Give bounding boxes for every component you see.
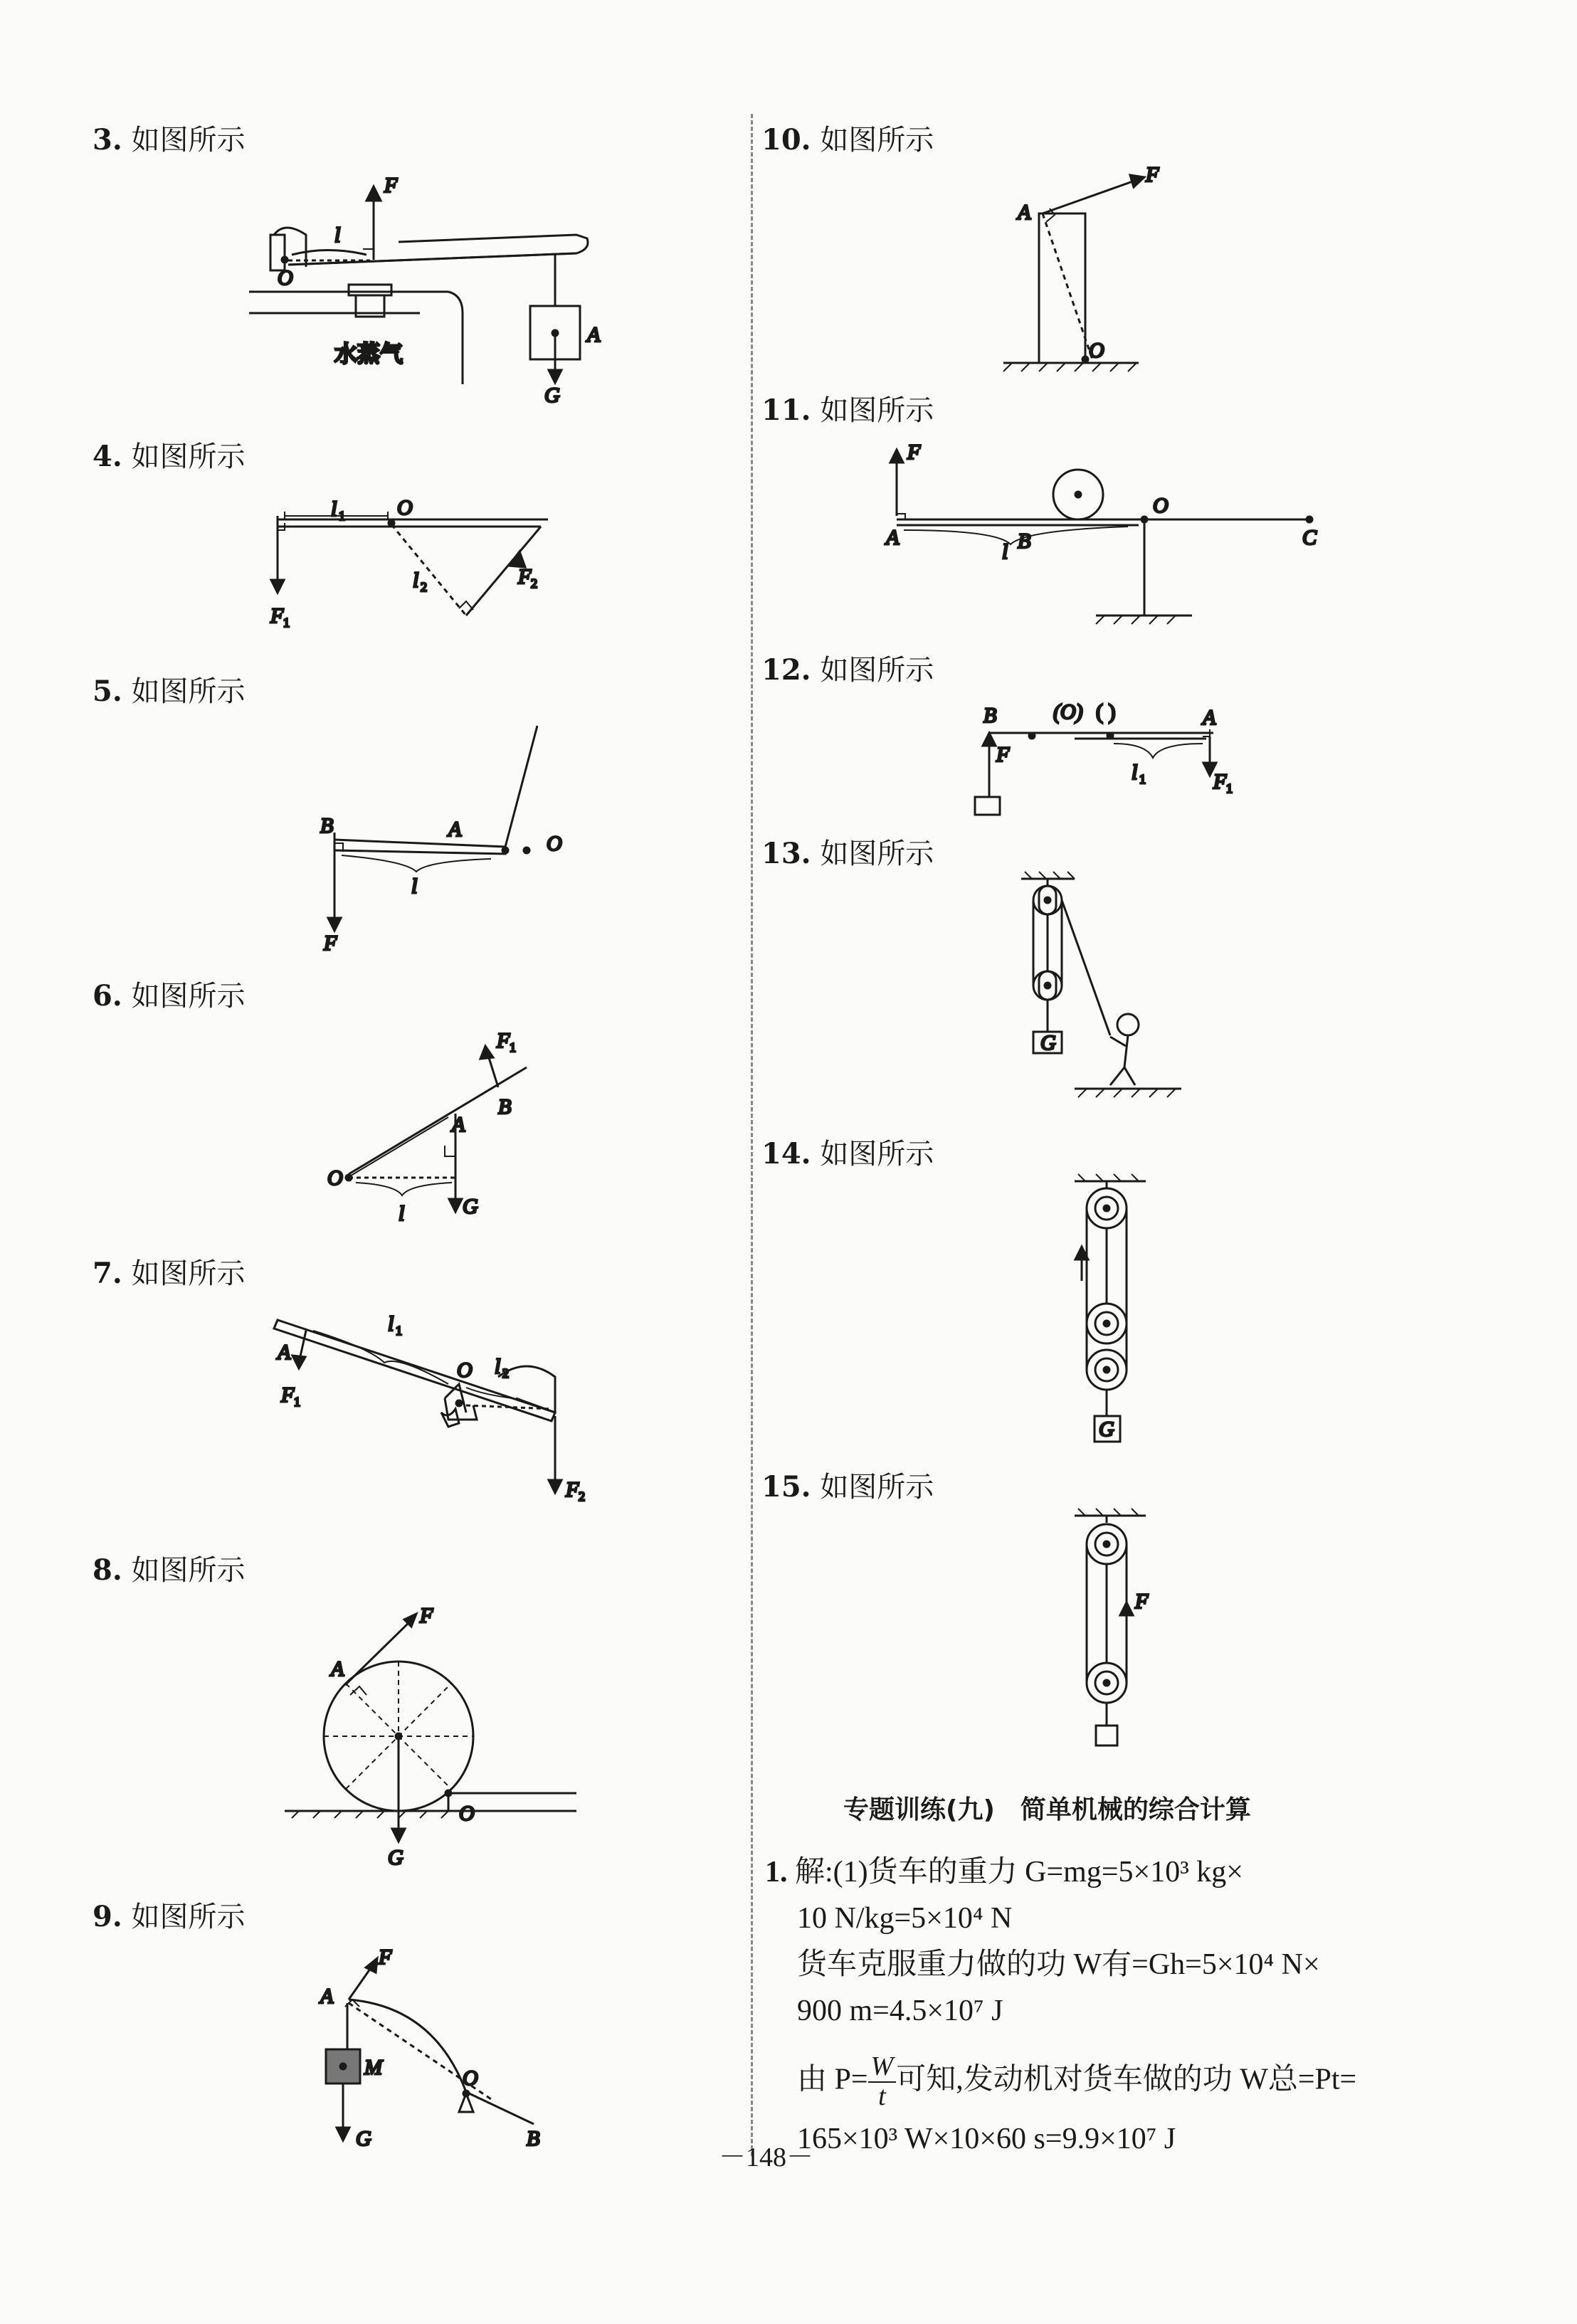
fig6-label-F1: F [497,1029,510,1052]
figure-10-lever [989,164,1181,377]
fig12-label-paren: ( ) [1096,700,1116,724]
fig11-label-B: B [1018,529,1031,553]
fig5-label-F: F [324,931,337,955]
fig3-label-O: O [278,266,293,290]
figure-7-lever [270,1306,619,1505]
fig9-label-O: O [463,2066,478,2090]
fig11-label-l: l [1002,540,1008,564]
item-13-label: 13. 如图所示 [761,837,934,870]
fig7-label-F1: F [281,1383,295,1407]
fig8-label-A: A [331,1657,344,1681]
item-5-label: 5. 如图所示 [93,675,246,708]
fig4-label-F1: F [270,604,284,628]
fig3-label-steam: 水蒸气 [334,340,404,367]
page-number: －148－ [719,2143,814,2172]
fig9-label-M: M [364,2056,382,2079]
solution-line-2: 10 N/kg=5×10⁴ N [797,1902,1013,1935]
fig9-label-F: F [379,1945,392,1969]
fig11-label-O: O [1153,494,1169,517]
fig13-label-G: G [1040,1031,1056,1055]
fig5-label-B: B [320,814,334,838]
section-title: 专题训练(九) 简单机械的综合计算 [843,1795,1251,1824]
item-3-label: 3. 如图所示 [93,123,246,157]
figure-6-lever [327,1029,541,1231]
item-4-label: 4. 如图所示 [93,440,246,473]
solution-line-4: 900 m=4.5×10⁷ J [797,1995,1003,2027]
fig7-label-F1-sub: 1 [294,1395,300,1409]
fig12-label-B: B [983,704,997,727]
fig7-label-l1-sub: 1 [396,1324,402,1338]
fig4-label-F2: F [518,565,532,588]
solution-line-1: 1. 解:(1)货车的重力 G=mg=5×10³ kg× [765,1856,1243,1889]
fig9-label-A: A [320,1985,334,2008]
fig6-label-F1-sub: 1 [510,1040,516,1055]
figure-13-pulley [1018,872,1188,1128]
fig3-label-G: G [544,384,560,407]
fig8-label-F: F [420,1604,433,1627]
item-7-label: 7. 如图所示 [93,1257,246,1290]
fig7-label-l2-sub: 2 [502,1366,509,1380]
fraction-numerator: W [868,2053,897,2083]
fraction-denominator: t [878,2081,886,2111]
item-6-label: 6. 如图所示 [93,979,246,1013]
fig4-label-l1: l [331,497,337,521]
fig7-label-F2-sub: 2 [579,1489,585,1504]
fig7-label-F2: F [566,1478,579,1501]
figure-11-lever [875,434,1331,640]
solution-line-3: 货车克服重力做的功 W有=Gh=5×10⁴ N× [797,1948,1320,1981]
fig11-label-A: A [886,526,900,549]
fig12-label-F: F [996,743,1010,766]
fig7-label-l2: l [495,1355,501,1378]
solution-line-5: 由 P= $\frac{W}{t}$ 可知,发动机对货车做的功 W总=Pt= [797,2051,1357,2111]
figure-5-lever [313,719,584,954]
figure-15-pulley [1067,1509,1160,1750]
fig7-label-A: A [278,1341,291,1364]
fig8-label-G: G [388,1846,404,1869]
item-11-label: 11. 如图所示 [761,394,934,427]
fig5-label-O: O [547,832,562,855]
fig6-label-B: B [498,1095,512,1119]
fig3-label-F: F [384,174,398,197]
solution-line-6: 165×10³ W×10×60 s=9.9×10⁷ J [797,2123,1176,2155]
fig8-label-O: O [459,1802,475,1825]
figure-12-lever [954,697,1252,818]
fig4-label-F1-sub: 1 [283,616,290,630]
fig12-label-F1: F [1213,770,1227,793]
item-9-label: 9. 如图所示 [93,1900,246,1933]
fig3-label-A: A [587,323,601,347]
fig15-label-F: F [1135,1590,1149,1613]
fig12-label-F1-sub: 1 [1226,781,1233,796]
fig5-label-l: l [411,875,418,898]
fig4-label-O: O [397,496,413,519]
item-14-label: 14. 如图所示 [761,1137,934,1171]
fig7-label-O: O [457,1358,473,1382]
item-8-label: 8. 如图所示 [93,1553,246,1587]
fig4-label-F2-sub: 2 [531,576,537,591]
item-15-label: 15. 如图所示 [761,1470,934,1504]
item-10-label: 10. 如图所示 [761,123,934,157]
fig4-label-l2-sub: 2 [421,580,427,594]
fig12-label-O: (O) [1053,700,1083,724]
figure-3-lever-valve [249,171,619,413]
fig14-label-G: G [1099,1417,1114,1441]
fig9-label-G: G [356,2127,371,2150]
figure-8-wheel [285,1601,591,1871]
column-divider [751,114,753,2156]
fig12-label-l1: l [1132,761,1138,784]
figure-9-lever [313,1943,569,2170]
fig4-label-l1-sub: 1 [339,509,345,523]
fig6-label-A: A [452,1113,465,1136]
fig12-label-A: A [1203,706,1216,729]
figure-14-pulley [1067,1174,1160,1452]
figure-4-lever [263,495,576,644]
fig9-label-B: B [527,2127,540,2150]
fig6-label-G: G [463,1195,478,1218]
fig6-label-l: l [399,1202,405,1225]
fig11-label-C: C [1302,526,1317,549]
fig6-label-O: O [327,1166,343,1190]
fig7-label-l1: l [388,1312,394,1336]
fig3-label-l: l [334,223,341,247]
fig5-label-A: A [448,818,462,841]
fig11-label-F: F [907,440,921,464]
item-12-label: 12. 如图所示 [761,653,934,687]
fig10-label-A: A [1018,201,1031,224]
fig10-label-O: O [1089,339,1104,362]
fig12-label-l1-sub: 1 [1139,772,1146,786]
fig4-label-l2: l [413,569,419,592]
fig10-label-F: F [1146,163,1159,186]
